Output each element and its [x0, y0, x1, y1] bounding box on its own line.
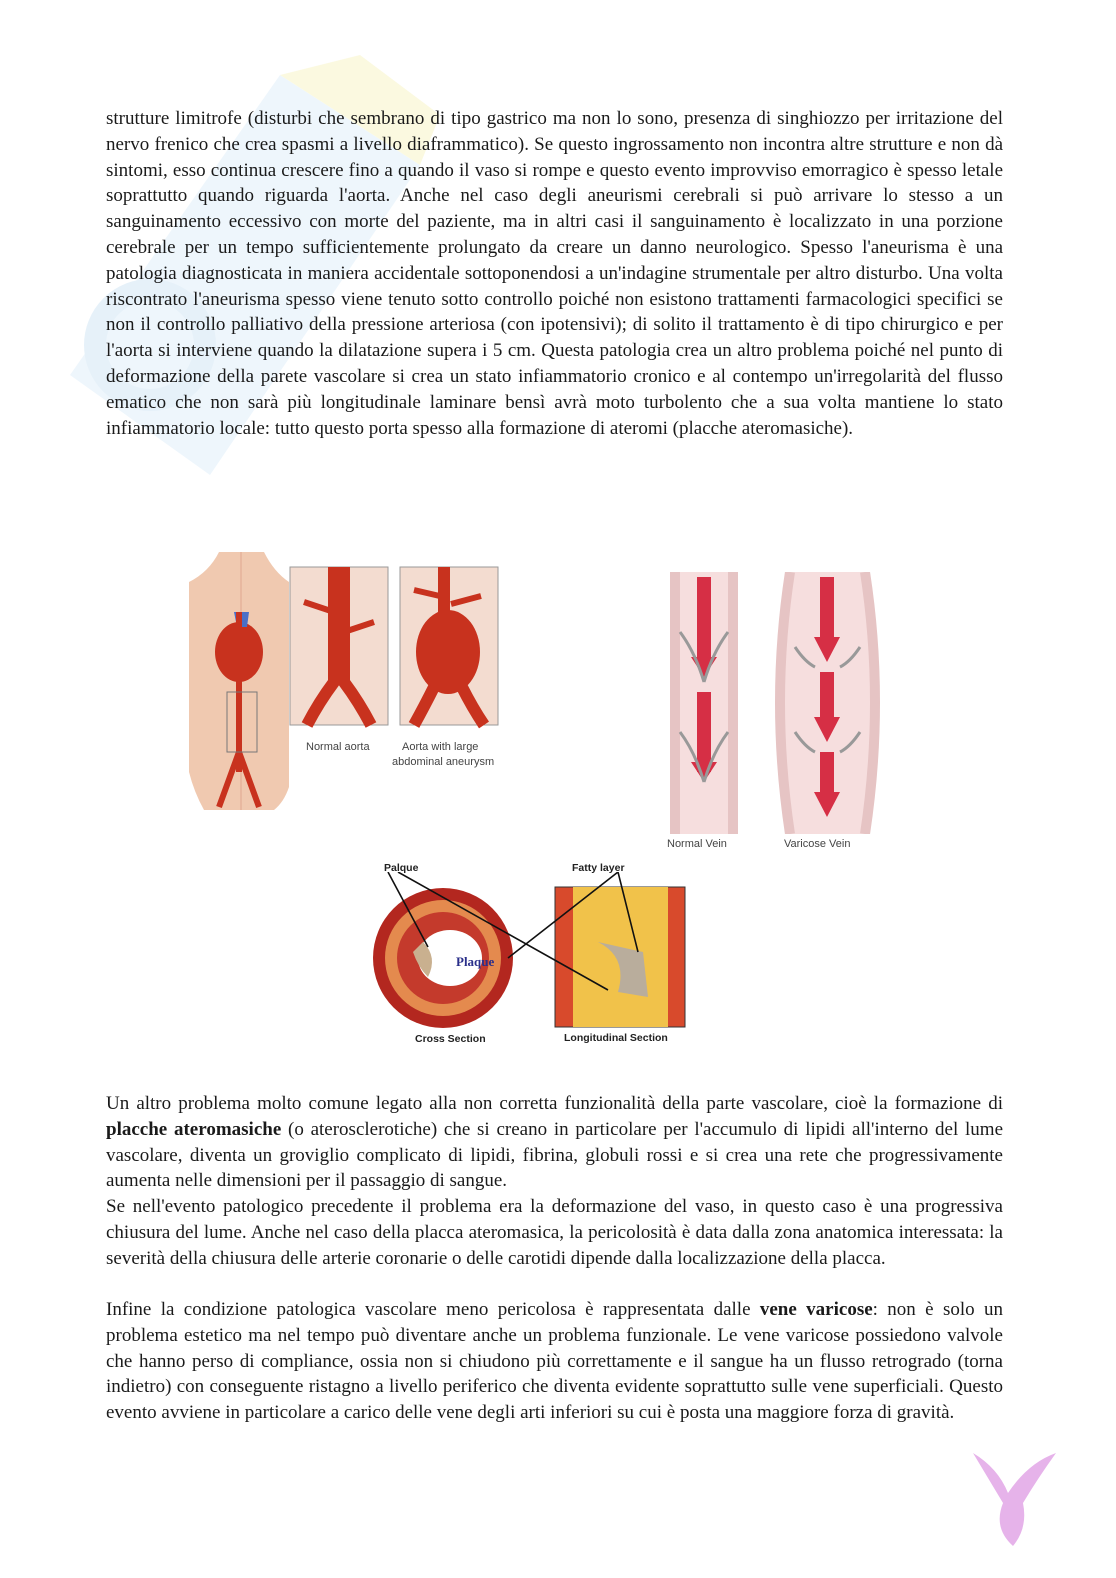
p4-text-end: : non è solo un problema estetico ma nel tempo può diventare anche un problema funzionale. Le vene varicose possiedono valvole che hanno perso di compliance, ossia non si chiudono più correttamente e il sangue ha un flusso retrogrado (torna indietro) con conseguente ristagno a livello periferico che diventa evidente soprattutto sulle vene superficiali. Questo evento avviene in particolare a carico delle vene degli arti inferiori su cui è posta una maggiore forza di gravità.	[106, 1299, 1003, 1424]
paragraph-aneurysm: strutture limitrofe (disturbi che sembrano di tipo gastrico ma non lo sono, presenza di singhiozzo per irritazione del nervo frenico che crea spasmi a livello diaframmatico). Se questo ingrossamento non incontra altre strutture e non dà sintomi, esso continua crescere fino a quando il vaso si rompe e questo evento improvviso emorragico è spesso letale soprattutto quando riguarda l'aorta. Anche nel caso degli aneurismi cerebrali si può arrivare lo stesso a un sanguinamento eccessivo con morte del paziente, ma in altri casi il sanguinamento è localizzato in una porzione cerebrale per un tempo sufficientemente prolungato da creare un danno neurologico. Spesso l'aneurisma è una patologia diagnosticata in maniera accidentale sottoponendosi a un'indagine strumentale per altro disturbo. Una volta riscontrato l'aneurisma spesso viene tenuto sotto controllo poiché non esistono trattamenti farmacologici specifici se non il controllo palliativo della pressione arteriosa (con ipotensivi); di solito il trattamento è di tipo chirurgico e per l'aorta si interviene quando la dilatazione supera i 5 cm. Questa patologia crea un altro problema poiché nel punto di deformazione della parete vascolare si crea un stato infiammatorio cronico e al contempo un'irregolarità del flusso ematico che non sarà più longitudinale laminare bensì avrà moto turbolento che a sua volta mantiene lo stato infiammatorio locale: tutto questo porta spesso alla formazione di ateromi (placche ateromasiche).	[106, 108, 1003, 439]
cross-section-label: Cross Section	[415, 1033, 486, 1045]
fatty-layer-label: Fatty layer	[572, 862, 625, 874]
p4-text-start: Infine la condizione patologica vascolare meno pericolosa è rappresentata dalle	[106, 1299, 760, 1320]
aneurysm-label-line2: abdominal aneurysm	[392, 756, 495, 768]
paragraph-lumen-closure: Se nell'evento patologico precedente il problema era la deformazione del vaso, in questo caso è una progressiva chiusura del lume. Anche nel caso della placca ateromasica, la pericolosità è data dalla zona anatomica interessata: la severità della chiusura delle arterie coronarie o delle carotidi dipende dalla localizzazione della placca.	[106, 1196, 1003, 1269]
paragraph-varicose-veins	[106, 1297, 1003, 1426]
plaque-section-figure	[368, 872, 690, 1030]
vein-comparison-figure	[665, 572, 885, 834]
plaque-center-label: Plaque	[456, 954, 495, 969]
normal-aorta-label: Normal aorta	[306, 741, 370, 753]
aneurysm-label-line1: Aorta with large	[402, 741, 479, 753]
varicose-vein-label: Varicose Vein	[784, 838, 851, 850]
p2-text-end: (o aterosclerotiche) che si creano in particolare per l'accumulo di lipidi all'interno del lume vascolare, diventa un groviglio complicato di lipidi, fibrina, globuli rossi e si crea una rete che progressivamente aumenta nelle dimensioni per il passaggio di sangue.	[106, 1118, 1003, 1192]
palque-label: Palque	[384, 862, 419, 874]
p4-bold-term: vene varicose	[759, 1299, 873, 1320]
aorta-aneurysm-figure	[189, 552, 509, 810]
p2-bold-term: placche ateromasiche	[106, 1118, 282, 1140]
p2-text-start: Un altro problema molto comune legato alla non corretta funzionalità della parte vascolare, cioè la formazione di	[106, 1093, 1003, 1114]
longitudinal-section-label: Longitudinal Section	[564, 1032, 668, 1044]
corner-brand-logo	[968, 1448, 1058, 1548]
paragraph-plaques	[106, 1091, 1003, 1194]
normal-vein-label: Normal Vein	[667, 838, 727, 850]
